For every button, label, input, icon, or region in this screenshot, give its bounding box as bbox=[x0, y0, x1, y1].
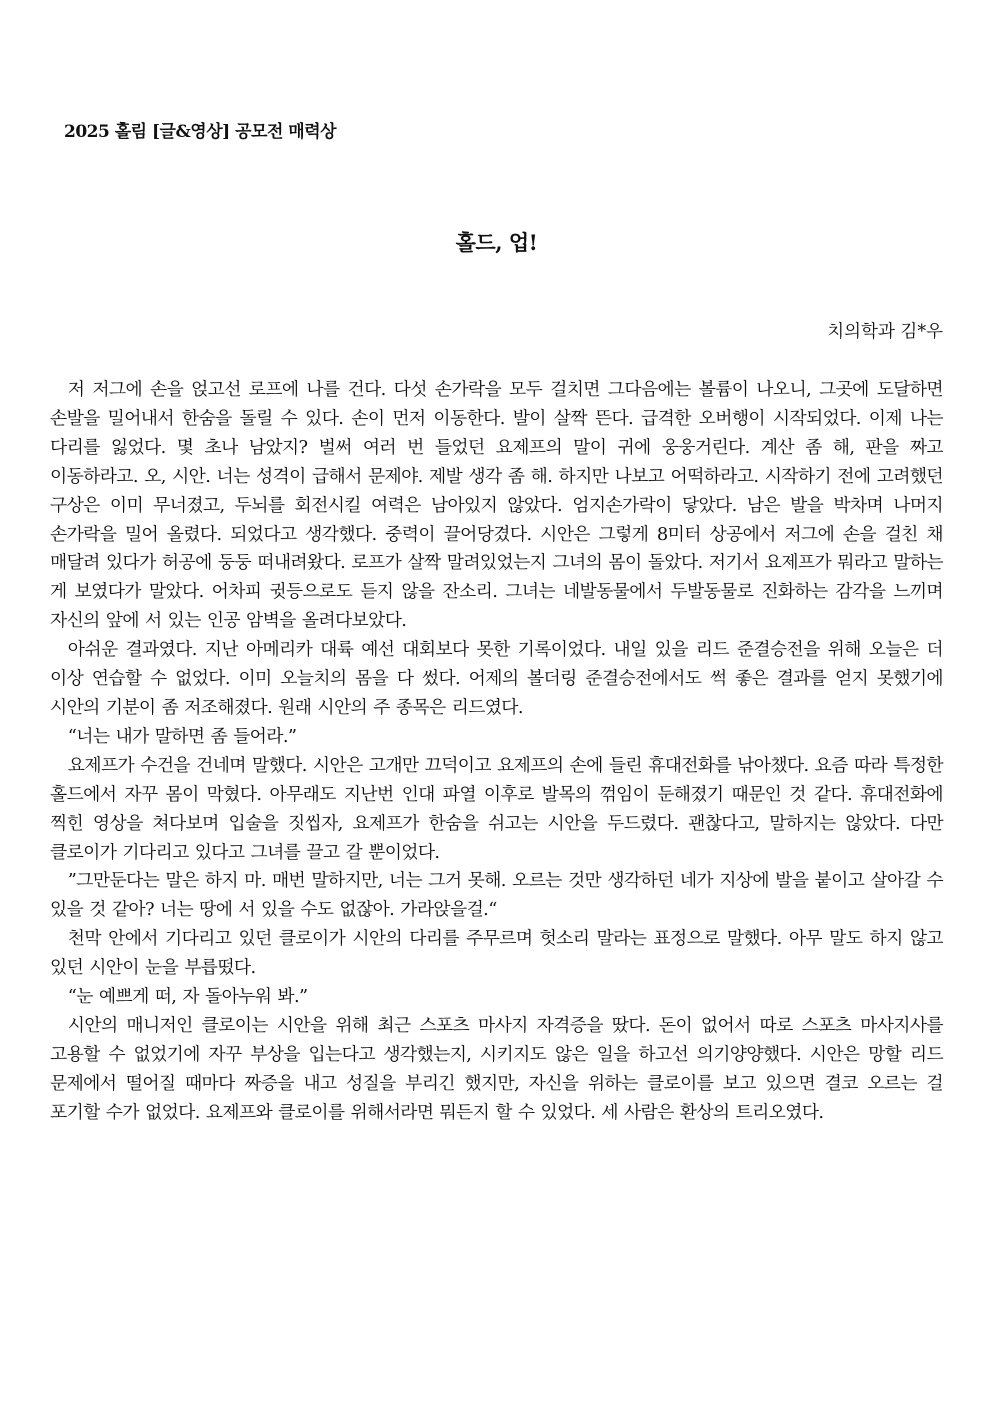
paragraph: “눈 예쁘게 떠, 자 돌아누워 봐.” bbox=[67, 986, 308, 1008]
paragraph: 시안의 매니저인 클로이는 시안을 위해 최근 스포츠 마사지 자격증을 땄다. 돈이 없어서 따로 스포츠 마사지사를 고용할 수 없었기에 자꾸 부상을 입는다고 생각했는지, 시키지도 않은 일을 하고선 의기양양했다. 시안은 망할 리드 문제에서 떨어질 때마다 짜증을 내고 성질을 부리긴 했지만, 자신을 위하는 클로이를 보고 있으면 결코 오르는 걸 포기할 수가 없었다. 요제프와 클로이를 위해서라면 뭐든지 할 수 있었다. 세 사람은 환상의 트리오였다. bbox=[50, 1014, 943, 1123]
contest-header: 2025 홀림 [글&영상] 공모전 매력상 bbox=[64, 122, 337, 142]
paragraph: 아쉬운 결과였다. 지난 아메리카 대륙 예선 대회보다 못한 기록이었다. 내일 있을 리드 준결승전을 위해 오늘은 더 이상 연습할 수 없었다. 이미 오늘치의 몸을 다 썼다. 어제의 볼더링 준결승전에서도 썩 좋은 결과를 얻지 못했기에 시안의 기분이 좀 저조해졌다. 원래 시안의 주 종목은 리드였다. bbox=[50, 639, 943, 718]
essay-body bbox=[50, 376, 943, 1128]
essay-title: 홀드, 업! bbox=[455, 230, 538, 255]
paragraph: 천막 안에서 기다리고 있던 클로이가 시안의 다리를 주무르며 헛소리 말라는 표정으로 말했다. 아무 말도 하지 않고 있던 시안이 눈을 부릅떴다. bbox=[50, 928, 943, 979]
paragraph: 요제프가 수건을 건네며 말했다. 시안은 고개만 끄덕이고 요제프의 손에 들린 휴대전화를 낚아챘다. 요즘 따라 특정한 홀드에서 자꾸 몸이 막혔다. 아무래도 지난번 인대 파열 이후로 발목의 꺾임이 둔해졌기 때문인 것 같다. 휴대전화에 찍힌 영상을 쳐다보며 입술을 짓씹자, 요제프가 한숨을 쉬고는 시안을 두드렸다. 괜찮다고, 말하지는 않았다. 다만 클로이가 기다리고 있다고 그녀를 끌고 갈 뿐이었다. bbox=[50, 754, 943, 863]
paragraph: ”그만둔다는 말은 하지 마. 매번 말하지만, 너는 그거 못해. 오르는 것만 생각하던 네가 지상에 발을 붙이고 살아갈 수 있을 것 같아? 너는 땅에 서 있을 수도 없잖아. 가라앉을걸.“ bbox=[50, 870, 943, 921]
author-line: 치의학과 김*우 bbox=[827, 322, 943, 342]
paragraph: “너는 내가 말하면 좀 들어라.” bbox=[67, 725, 297, 747]
document-page bbox=[50, 0, 943, 1403]
paragraph: 저 저그에 손을 얹고선 로프에 나를 건다. 다섯 손가락을 모두 걸치면 그다음에는 볼륨이 나오니, 그곳에 도달하면 손발을 밀어내서 한숨을 돌릴 수 있다. 손이 먼저 이동한다. 발이 살짝 뜬다. 급격한 오버행이 시작되었다. 이제 나는 다리를 잃었다. 몇 초나 남았지? 벌써 여러 번 들었던 요제프의 말이 귀에 웅웅거린다. 계산 좀 해, 판을 짜고 이동하라고. 오, 시안. 너는 성격이 급해서 문제야. 제발 생각 좀 해. 하지만 나보고 어떡하라고. 시작하기 전에 고려했던 구상은 이미 무너졌고, 두뇌를 회전시킬 여력은 남아있지 않았다. 엄지손가락이 닿았다. 남은 발을 박차며 나머지 손가락을 밀어 올렸다. 되었다고 생각했다. 중력이 끌어당겼다. 시안은 그렇게 8미터 상공에서 저그에 손을 걸친 채 매달려 있다가 허공에 둥둥 떠내려왔다. 로프가 살짝 말려있었는지 그녀의 몸이 돌았다. 저기서 요제프가 뭐라고 말하는 게 보였다가 말았다. 어차피 귓등으로도 듣지 않을 잔소리. 그녀는 네발동물에서 두발동물로 진화하는 감각을 느끼며 자신의 앞에 서 있는 인공 암벽을 올려다보았다. bbox=[50, 379, 943, 632]
